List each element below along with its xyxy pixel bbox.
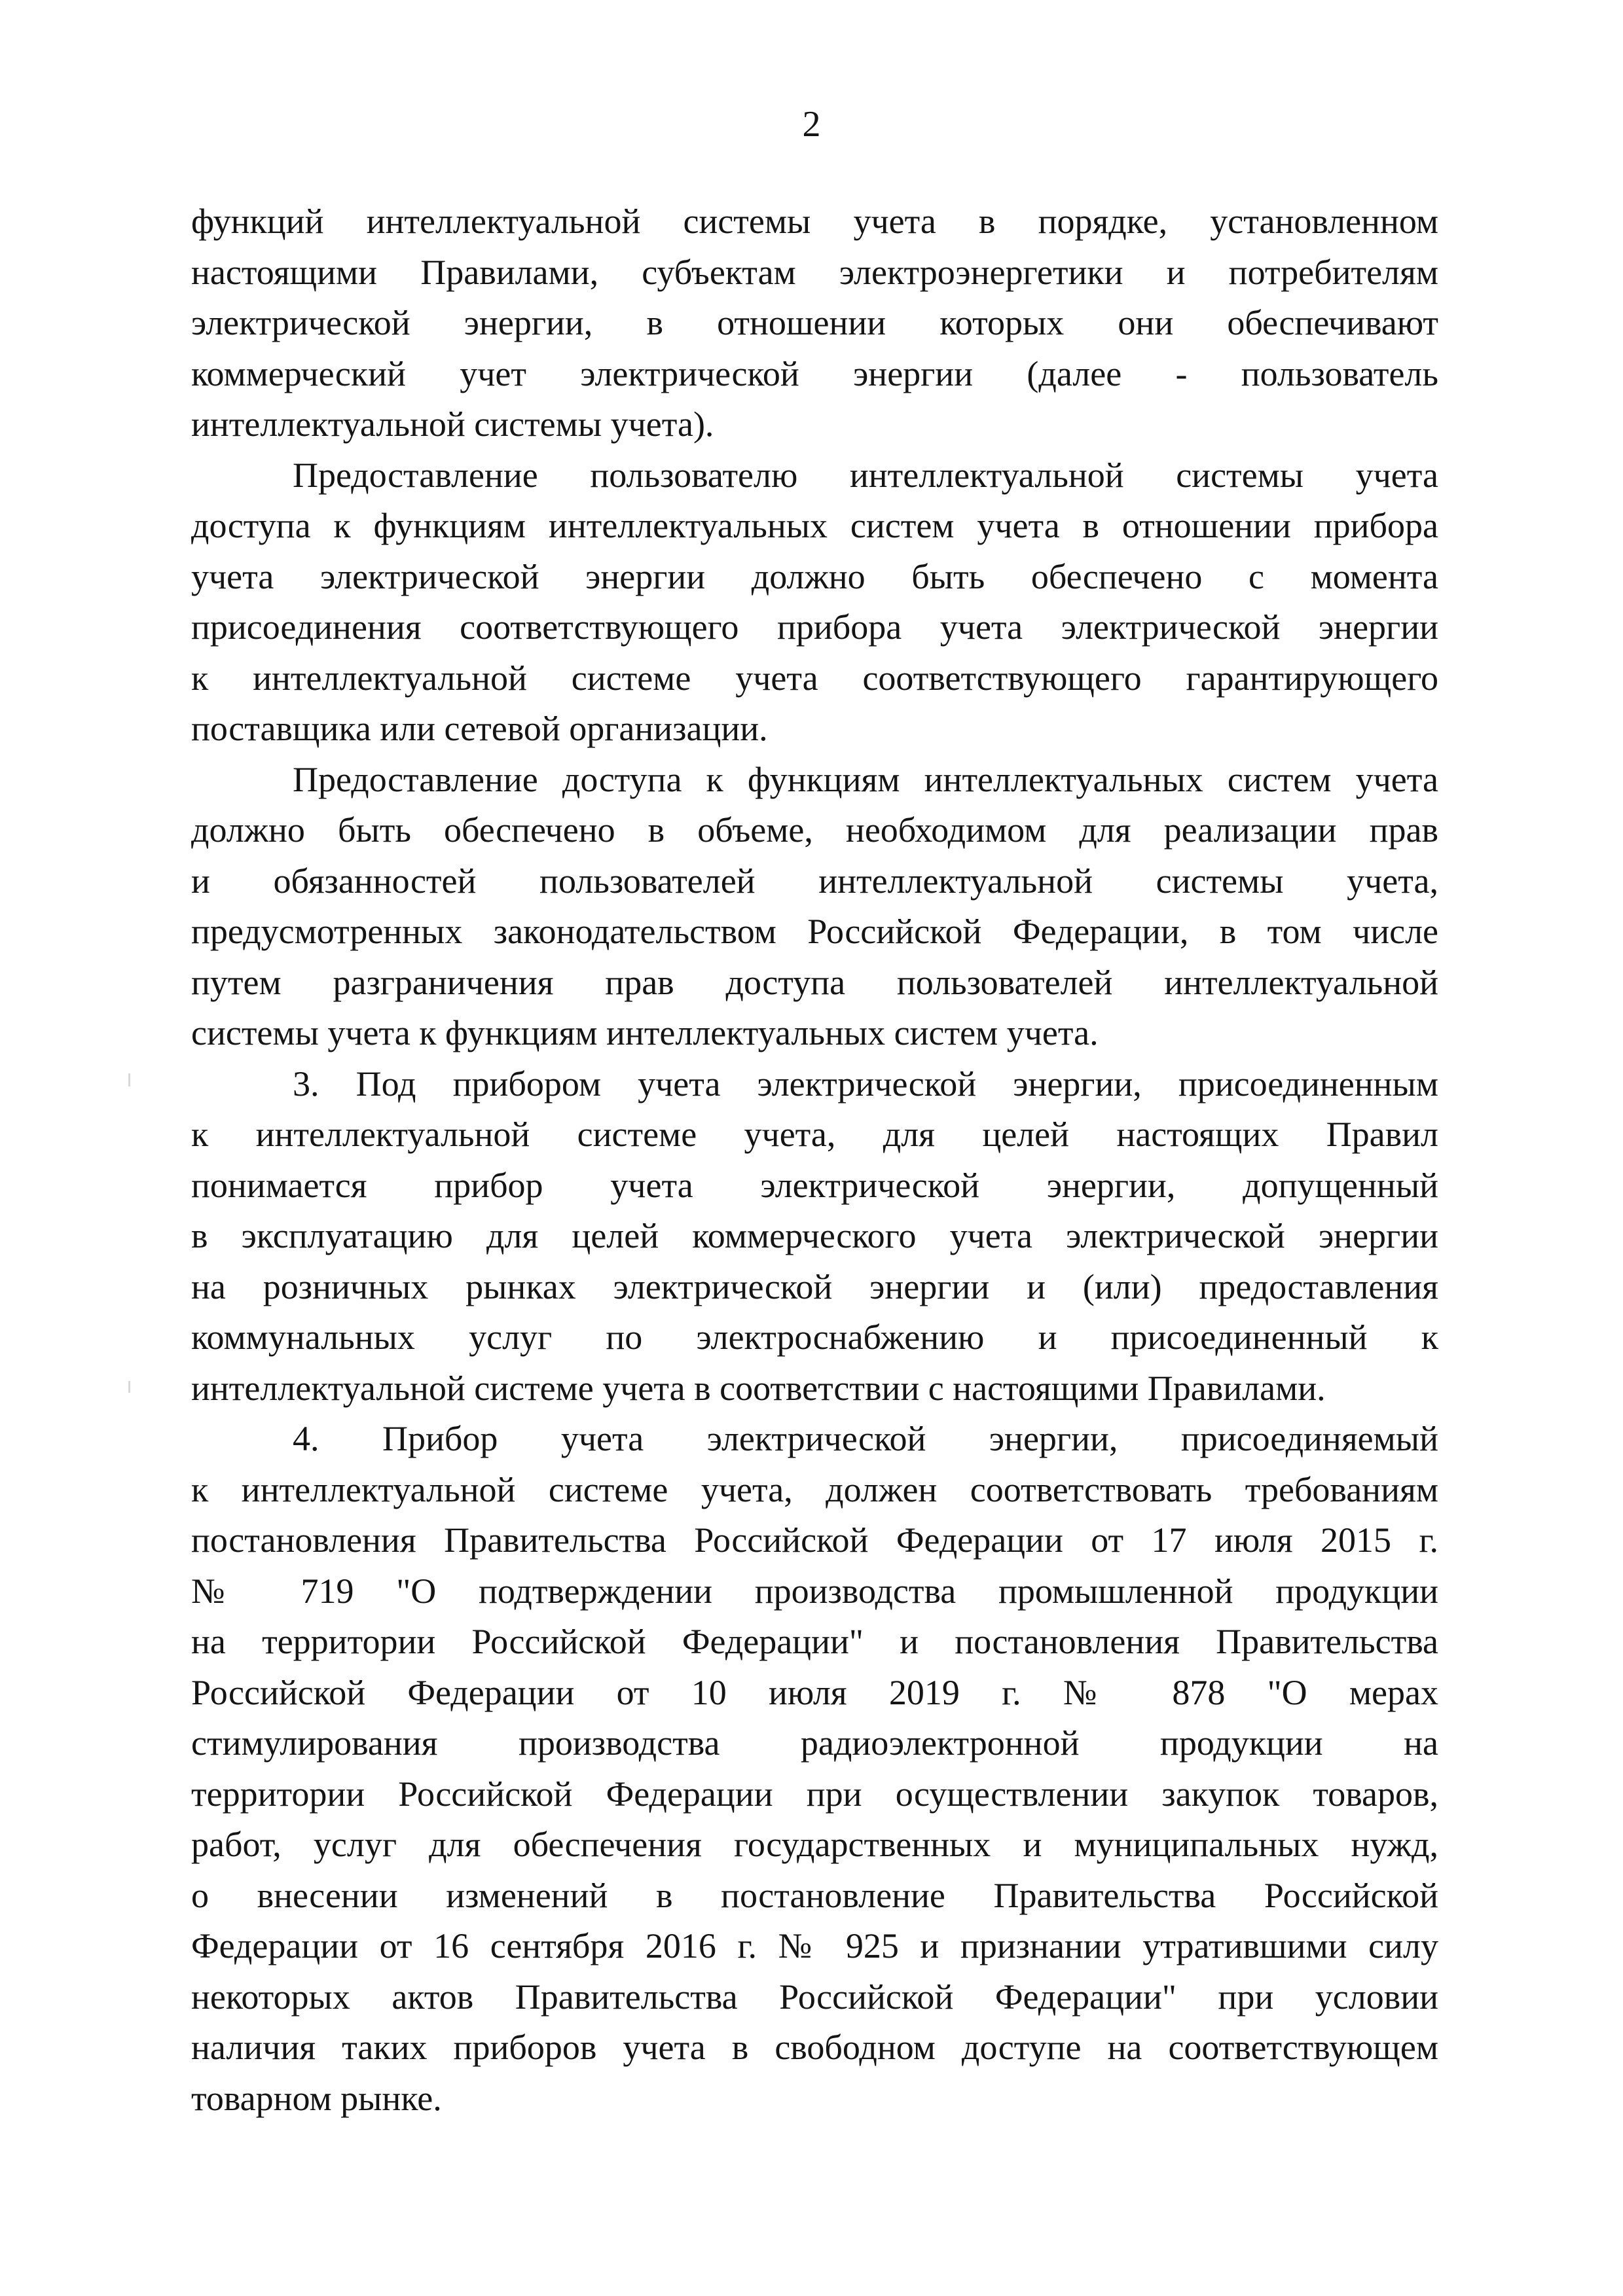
- text-line: Российской Федерации от 10 июля 2019 г. № 878 "О мерах: [191, 1672, 1438, 1712]
- text-line: настоящими Правилами, субъектам электроэнергетики и потребителям: [191, 252, 1438, 292]
- text-line: 4. Прибор учета электрической энергии, присоединяемый: [293, 1419, 1438, 1458]
- paragraph-p4: [191, 1059, 1438, 1414]
- text-line: некоторых актов Правительства Российской Федерации" при условии: [191, 1977, 1438, 2017]
- text-line: 3. Под прибором учета электрической энергии, присоединенным: [293, 1064, 1438, 1103]
- text-line: присоединения соответствующего прибора учета электрической энергии: [191, 607, 1438, 647]
- text-line: предусмотренных законодательством Российской Федерации, в том числе: [191, 912, 1438, 951]
- text-line: Предоставление пользователю интеллектуальной системы учета: [293, 455, 1438, 495]
- text-line: электрической энергии, в отношении которых они обеспечивают: [191, 303, 1438, 342]
- text-line: Федерации от 16 сентября 2016 г. № 925 и признании утратившими силу: [191, 1926, 1438, 1965]
- text-line: № 719 "О подтверждении производства промышленной продукции: [191, 1571, 1438, 1611]
- text-line: на территории Российской Федерации" и постановления Правительства: [191, 1622, 1438, 1661]
- text-line: постановления Правительства Российской Федерации от 17 июля 2015 г.: [191, 1520, 1438, 1560]
- text-line: о внесении изменений в постановление Правительства Российской: [191, 1875, 1438, 1915]
- text-line: работ, услуг для обеспечения государственных и муниципальных нужд,: [191, 1825, 1438, 1864]
- text-line: наличия таких приборов учета в свободном доступе на соответствующем: [191, 2028, 1438, 2067]
- text-line: понимается прибор учета электрической энергии, допущенный: [191, 1165, 1438, 1205]
- text-line: учета электрической энергии должно быть обеспечено с момента: [191, 556, 1438, 596]
- text-line: и обязанностей пользователей интеллектуальной системы учета,: [191, 861, 1438, 901]
- text-line: путем разграничения прав доступа пользователей интеллектуальной: [191, 962, 1438, 1002]
- text-line: коммунальных услуг по электроснабжению и присоединенный к: [191, 1318, 1438, 1357]
- scan-artifact-mark: [128, 1381, 130, 1393]
- text-line: территории Российской Федерации при осуществлении закупок товаров,: [191, 1774, 1438, 1814]
- text-line: интеллектуальной системы учета).: [191, 404, 714, 444]
- text-line: к интеллектуальной системе учета, должен соответствовать требованиям: [191, 1469, 1438, 1509]
- document-body: [191, 196, 1438, 2124]
- page-number: 2: [802, 104, 821, 145]
- text-line: товарном рынке.: [191, 2078, 442, 2118]
- text-line: стимулирования производства радиоэлектронной продукции на: [191, 1723, 1438, 1763]
- scan-artifact-mark: [128, 1073, 130, 1086]
- text-line: Предоставление доступа к функциям интеллектуальных систем учета: [293, 759, 1438, 799]
- text-line: поставщика или сетевой организации.: [191, 709, 768, 748]
- text-line: должно быть обеспечено в объеме, необходимом для реализации прав: [191, 810, 1438, 850]
- paragraph-p2: [191, 450, 1438, 755]
- text-line: системы учета к функциям интеллектуальных систем учета.: [191, 1013, 1099, 1052]
- paragraph-p1: [191, 196, 1438, 450]
- paragraph-p3: [191, 755, 1438, 1059]
- paragraph-p5: [191, 1414, 1438, 2124]
- text-line: коммерческий учет электрической энергии (далее - пользователь: [191, 353, 1438, 393]
- text-line: доступа к функциям интеллектуальных систем учета в отношении прибора: [191, 506, 1438, 545]
- text-line: интеллектуальной системе учета в соответствии с настоящими Правилами.: [191, 1368, 1326, 1408]
- text-line: в эксплуатацию для целей коммерческого учета электрической энергии: [191, 1216, 1438, 1255]
- text-line: к интеллектуальной системе учета, для целей настоящих Правил: [191, 1115, 1438, 1154]
- text-line: к интеллектуальной системе учета соответствующего гарантирующего: [191, 658, 1438, 698]
- text-line: функций интеллектуальной системы учета в порядке, установленном: [191, 202, 1438, 241]
- text-line: на розничных рынках электрической энергии и (или) предоставления: [191, 1266, 1438, 1306]
